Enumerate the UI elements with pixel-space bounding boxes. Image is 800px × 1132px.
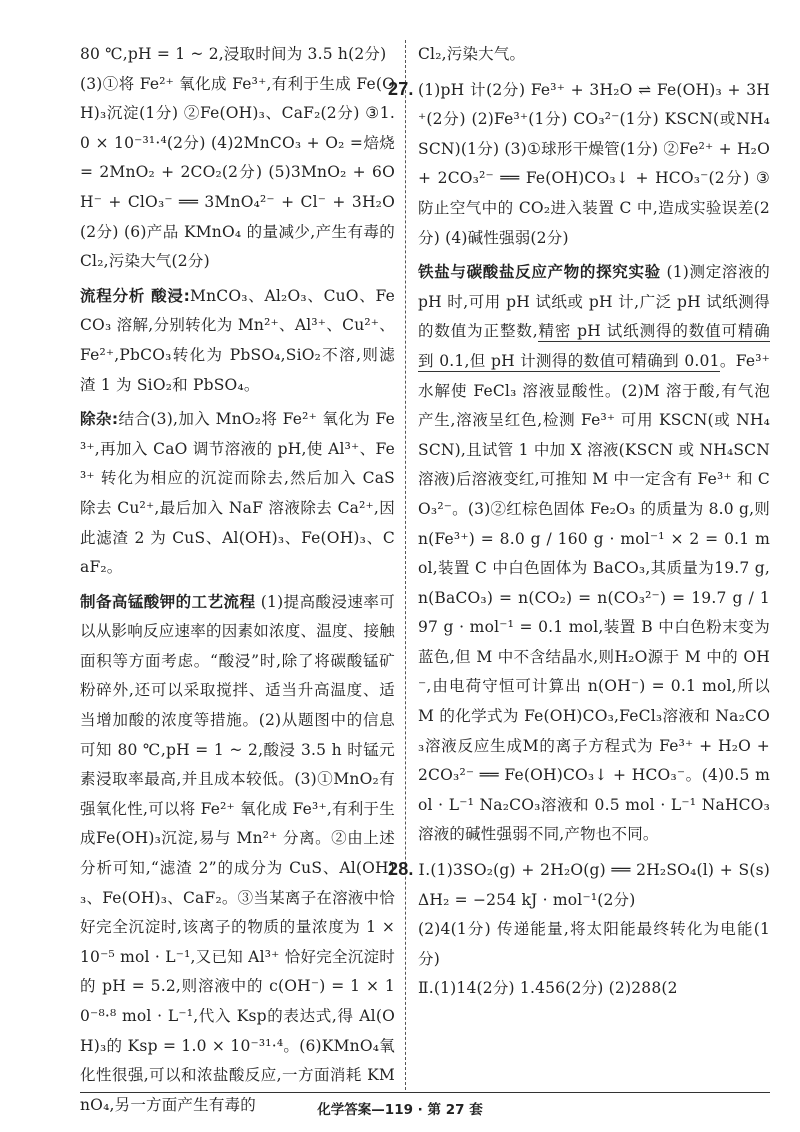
question-28-number: 28. xyxy=(388,859,414,880)
analysis-process-lead: 制备高锰酸钾的工艺流程 xyxy=(80,592,256,611)
analysis-impurity-body: 结合(3),加入 MnO₂将 Fe²⁺ 氧化为 Fe³⁺,再加入 CaO 调节溶液的 pH,使 Al³⁺、Fe³⁺ 转化为相应的沉淀而除去,然后加入 CaS 除去 Cu²⁺,最后加入 NaF 溶液除去 Ca²⁺,因此滤渣 2 为 CuS、Al(OH)₃、Fe(OH)₃、CaF₂。 xyxy=(80,410,395,577)
question-27-body: (1)pH 计(2分) Fe³⁺ + 3H₂O ⇌ Fe(OH)₃ + 3H⁺(2分) (2)Fe³⁺(1分) CO₃²⁻(1分) KSCN(或NH₄SCN)(1分) (3)①球形干燥管(1分) ②Fe²⁺ + H₂O + 2CO₃²⁻ ══ Fe(OH)CO₃↓ + HCO₃⁻(2分) ③防止空气中的 CO₂进入装置 C 中,造成实验误差(2分) (4)碱性强弱(2分) xyxy=(418,80,770,247)
question-28-answer xyxy=(388,855,770,915)
question-28-part-2: (2)4(1分) 传递能量,将太阳能最终转化为电能(1分) xyxy=(418,920,770,968)
question-27-analysis-part-a: (1)测定溶液的 pH 时,可用 pH 试纸或 pH 计,广泛 pH 试纸测得的数值为正整数, xyxy=(418,263,770,341)
question-27-analysis xyxy=(418,258,770,850)
column-divider xyxy=(405,40,406,1090)
continuation-line: Cl₂,污染大气。 xyxy=(418,45,526,63)
analysis-process xyxy=(80,588,395,1121)
analysis-acid-leach xyxy=(80,282,395,400)
analysis-acid-leach-lead: 流程分析 酸浸: xyxy=(80,286,191,305)
footer-rule xyxy=(80,1092,770,1093)
question-27-underlined-text: 精密 pH 试纸测得的数值可精确到 0.1,但 pH 计测得的数值可精确到 0.01 xyxy=(418,322,770,370)
answer-line-ph: 80 ℃,pH = 1 ~ 2,浸取时间为 3.5 h(2分) xyxy=(80,45,387,63)
analysis-impurity-lead: 除杂: xyxy=(80,410,119,429)
question-28-body: Ⅰ.(1)3SO₂(g) + 2H₂O(g) ══ 2H₂SO₄(l) + S(s) ΔH₂ = −254 kJ · mol⁻¹(2分) xyxy=(418,861,770,909)
analysis-process-body: (1)提高酸浸速率可以从影响反应速率的因素如浓度、温度、接触面积等方面考虑。“酸浸”时,除了将碳酸锰矿粉碎外,还可以采取搅拌、适当升高温度、适当增加酸的浓度等措施。(2)从题图中的信息可知 80 ℃,pH = 1 ~ 2,酸浸 3.5 h 时锰元素浸取率最高,并且成本较低。(3)①MnO₂有强氧化性,可以将 Fe²⁺ 氧化成 Fe³⁺,有利于生成Fe(OH)₃沉淀,易与 Mn²⁺ 分离。②由上述分析可知,“滤渣 2”的成分为 CuS、Al(OH)₃、Fe(OH)₃、CaF₂。③当某离子在溶液中恰好完全沉淀时,该离子的物质的量浓度为 1 × 10⁻⁵ mol · L⁻¹,又已知 Al³⁺ 恰好完全沉淀时的 pH = 5.2,则溶液中的 c(OH⁻) = 1 × 10⁻⁸·⁸ mol · L⁻¹,代入 Ksp的表达式,得 Al(OH)₃的 Ksp = 1.0 × 10⁻³¹·⁴。(6)KMnO₄氧化性很强,可以和浓盐酸反应,一方面消耗 KMnO₄,另一方面产生有毒的 xyxy=(80,592,396,1114)
left-column xyxy=(80,40,395,1120)
analysis-acid-leach-body: MnCO₃、Al₂O₃、CuO、FeCO₃ 溶解,分别转化为 Mn²⁺、Al³⁺、Cu²⁺、Fe²⁺,PbCO₃转化为 PbSO₄,SiO₂不溶,则滤渣 1 为 SiO₂和 PbSO₄。 xyxy=(80,286,395,394)
right-column xyxy=(388,40,770,1004)
question-28-part-ii: Ⅱ.(1)14(2分) 1.456(2分) (2)288(2 xyxy=(418,979,678,998)
question-27-number: 27. xyxy=(388,78,414,99)
question-27-analysis-lead: 铁盐与碳酸盐反应产物的探究实验 xyxy=(418,263,661,282)
answer-parts-3-6: (3)①将 Fe²⁺ 氧化成 Fe³⁺,有利于生成 Fe(OH)₃沉淀(1分) ②Fe(OH)₃、CaF₂(2分) ③1.0 × 10⁻³¹·⁴(2分) (4)2MnCO₃ + O₂ =焙烧= 2MnO₂ + 2CO₂(2分) (5)3MnO₂ + 6OH⁻ + ClO₃⁻ ══ 3MnO₄²⁻ + Cl⁻ + 3H₂O(2分) (6)产品 KMnO₄ 的量减少,产生有毒的 Cl₂,污染大气(2分) xyxy=(80,74,395,271)
page-footer: 化学答案—119 · 第 27 套 xyxy=(317,1102,483,1118)
question-27-answer xyxy=(388,75,770,254)
question-27-analysis-part-b: 。Fe³⁺ 水解使 FeCl₃ 溶液显酸性。(2)M 溶于酸,有气泡产生,溶液呈红色,检测 Fe³⁺ 可用 KSCN(或 NH₄SCN),且试管 1 中加 X 溶液(KSCN 或 NH₄SCN 溶液)后溶液变红,可推知 M 中一定含有 Fe³⁺ 和 CO₃²⁻。(3)②红棕色固体 Fe₂O₃ 的质量为 8.0 g,则 n(Fe³⁺) = 8.0 g / 160 g · mol⁻¹ × 2 = 0.1 mol,装置 C 中白色固体为 BaCO₃,其质量为19.7 g,n(BaCO₃) = n(CO₂) = n(CO₃²⁻) = 19.7 g / 197 g · mol⁻¹ = 0.1 mol,装置 B 中白色粉末变为蓝色,但 M 中不含结晶水,则H₂O源于 M 中的 OH⁻,由电荷守恒可计算出 n(OH⁻) = 0.1 mol,所以 M 的化学式为 Fe(OH)CO₃,FeCl₃溶液和 Na₂CO₃溶液反应生成M的离子方程式为 Fe³⁺ + H₂O + 2CO₃²⁻ ══ Fe(OH)CO₃↓ + HCO₃⁻。(4)0.5 mol · L⁻¹ Na₂CO₃溶液和 0.5 mol · L⁻¹ NaHCO₃溶液的碱性强弱不同,产物也不同。 xyxy=(418,351,770,844)
analysis-impurity-removal xyxy=(80,405,395,583)
